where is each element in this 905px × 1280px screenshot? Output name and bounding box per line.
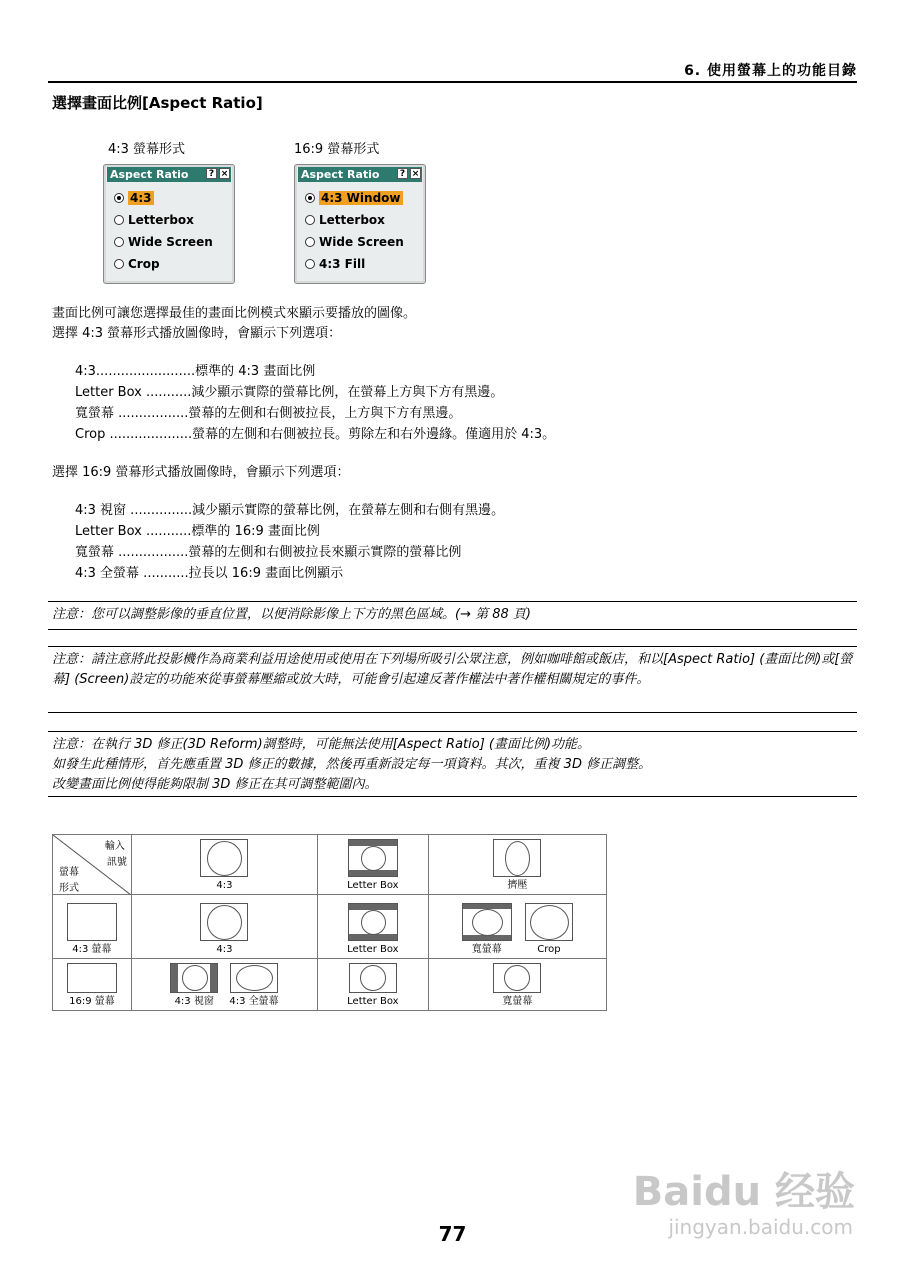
crop-icon [525,903,573,941]
note-copyright: 注意：請注意將此投影機作為商業利益用途使用或使用在下列場所吸引公眾注意，例如咖啡館或飯店，和以[Aspect Ratio] (畫面比例)或[螢幕] (Screen)設定的功能來從事螢幕壓縮或放大時，可能會引起違反著作權法中著作權相關規定的事件。 [52,652,853,687]
osd-43-title: Aspect Ratio [110,168,189,181]
note-3d-reform-line: 改變畫面比例使得能夠限制 3D 修正在其可調整範圍內。 [52,777,378,792]
page-number: 77 [438,1222,467,1246]
radio-icon [305,259,315,269]
option-169-desc: Letter Box ...........標準的 16:9 畫面比例 [75,524,320,539]
radio-icon [305,215,315,225]
screen-43-icon [200,903,248,941]
osd-43-option[interactable]: Wide Screen [114,234,213,250]
table-header-cell: 4:3 [131,835,317,895]
letterbox-icon [348,903,398,941]
corner-label: 訊號 [106,857,127,868]
osd-169-option[interactable]: Letterbox [305,212,385,228]
osd-169-option[interactable]: 4:3 Fill [305,256,365,272]
corner-label: 螢幕 [59,867,79,878]
section-title: 選擇畫面比例[Aspect Ratio] [52,94,263,112]
option-43-desc: Letter Box ...........減少顯示實際的螢幕比例，在螢幕上方與下方有黑邊。 [75,385,504,400]
radio-selected-icon [114,193,124,203]
table-cell: 寬螢幕 [428,959,606,1011]
option-169-desc: 4:3 全螢幕 ...........拉長以 16:9 畫面比例顯示 [75,566,344,581]
window-43-icon [170,963,218,993]
table-corner-cell [53,835,132,895]
radio-icon [114,259,124,269]
help-icon[interactable]: ? [397,168,408,179]
corner-label: 輸入 [104,841,125,852]
close-icon[interactable]: × [411,169,420,179]
note-rule [48,712,857,713]
table-cell: Letter Box [318,959,429,1011]
osd-169-menu [294,164,426,284]
close-icon[interactable]: × [220,169,229,179]
wide-screen-icon [462,903,512,941]
table-cell [428,895,606,959]
table-row-label: 4:3 螢幕 [53,895,132,959]
wide-screen-sample: 寬螢幕 [462,903,512,956]
intro-line: 畫面比例可讓您選擇最佳的畫面比例模式來顯示要播放的圖像。 [52,306,417,321]
fill-43-sample: 4:3 全螢幕 [229,963,278,1008]
wide-169-icon [493,963,541,993]
osd-43-label: 4:3 螢幕形式 [108,142,186,157]
table-header-cell: Letter Box [318,835,429,895]
osd-169-option[interactable]: Wide Screen [305,234,404,250]
radio-icon [114,215,124,225]
note-rule [48,601,857,602]
option-43-desc: Crop ....................螢幕的左側和右側被拉長。剪除左和右外邊緣。僅適用於 4:3。 [75,427,556,442]
note-rule [48,796,857,797]
fill-43-icon [230,963,278,993]
corner-label: 形式 [59,883,79,894]
osd-169-title: Aspect Ratio [301,168,380,181]
table-row-label: 16:9 螢幕 [53,959,132,1011]
radio-icon [305,237,315,247]
table-header-cell: 擠壓 [428,835,606,895]
letterbox-icon [348,839,398,877]
osd-43-option[interactable]: Crop [114,256,160,272]
table-cell: Letter Box [318,895,429,959]
watermark-logo: Baidu 经验 [632,1169,855,1215]
window-43-sample: 4:3 視窗 [170,963,218,1008]
note-3d-reform-line: 如發生此種情形，首先應重置 3D 修正的數據，然後再重新設定每一項資料。其次，重複 3D 修正調整。 [52,757,652,772]
intro-169: 選擇 16:9 螢幕形式播放圖像時，會顯示下列選項： [52,465,350,480]
option-43-desc: 寬螢幕 .................螢幕的左側和右側被拉長，上方與下方有黑邊。 [75,406,462,421]
osd-43-titlebar [107,167,231,182]
letterbox-169-icon [349,963,397,993]
crop-sample: Crop [525,903,573,956]
help-icon[interactable]: ? [206,168,217,179]
radio-selected-icon [305,193,315,203]
header-rule [48,81,857,83]
option-43-desc: 4:3........................標準的 4:3 畫面比例 [75,364,316,379]
radio-icon [114,237,124,247]
osd-43-option[interactable]: Letterbox [114,212,194,228]
option-169-desc: 寬螢幕 .................螢幕的左側和右側被拉長來顯示實際的螢幕比例 [75,545,462,560]
note-vertical-position: 注意：您可以調整影像的垂直位置，以便消除影像上下方的黑色區域。(→ 第 88 頁) [52,607,531,622]
note-3d-reform-line: 注意：在執行 3D 修正(3D Reform)調整時，可能無法使用[Aspect Ratio] (畫面比例)功能。 [52,737,591,752]
watermark-url: jingyan.baidu.com [668,1215,853,1239]
screen-43-frame-icon [67,903,117,941]
osd-43-menu [103,164,235,284]
intro-line: 選擇 4:3 螢幕形式播放圖像時，會顯示下列選項： [52,326,342,341]
option-169-desc: 4:3 視窗 ...............減少顯示實際的螢幕比例，在螢幕左側和右側有黑邊。 [75,503,505,518]
table-cell [131,959,317,1011]
table-cell: 4:3 [131,895,317,959]
screen-169-frame-icon [67,963,117,993]
osd-169-option[interactable]: 4:3 Window [305,190,403,206]
chapter-heading: 6. 使用螢幕上的功能目錄 [684,63,857,79]
osd-169-label: 16:9 螢幕形式 [294,142,380,157]
aspect-ratio-table [52,834,607,1011]
osd-43-option[interactable]: 4:3 [114,190,154,206]
note-rule [48,646,857,647]
osd-169-titlebar [298,167,422,182]
note-rule [48,731,857,732]
squeeze-icon [493,839,541,877]
screen-43-icon [200,839,248,877]
note-rule [48,629,857,630]
